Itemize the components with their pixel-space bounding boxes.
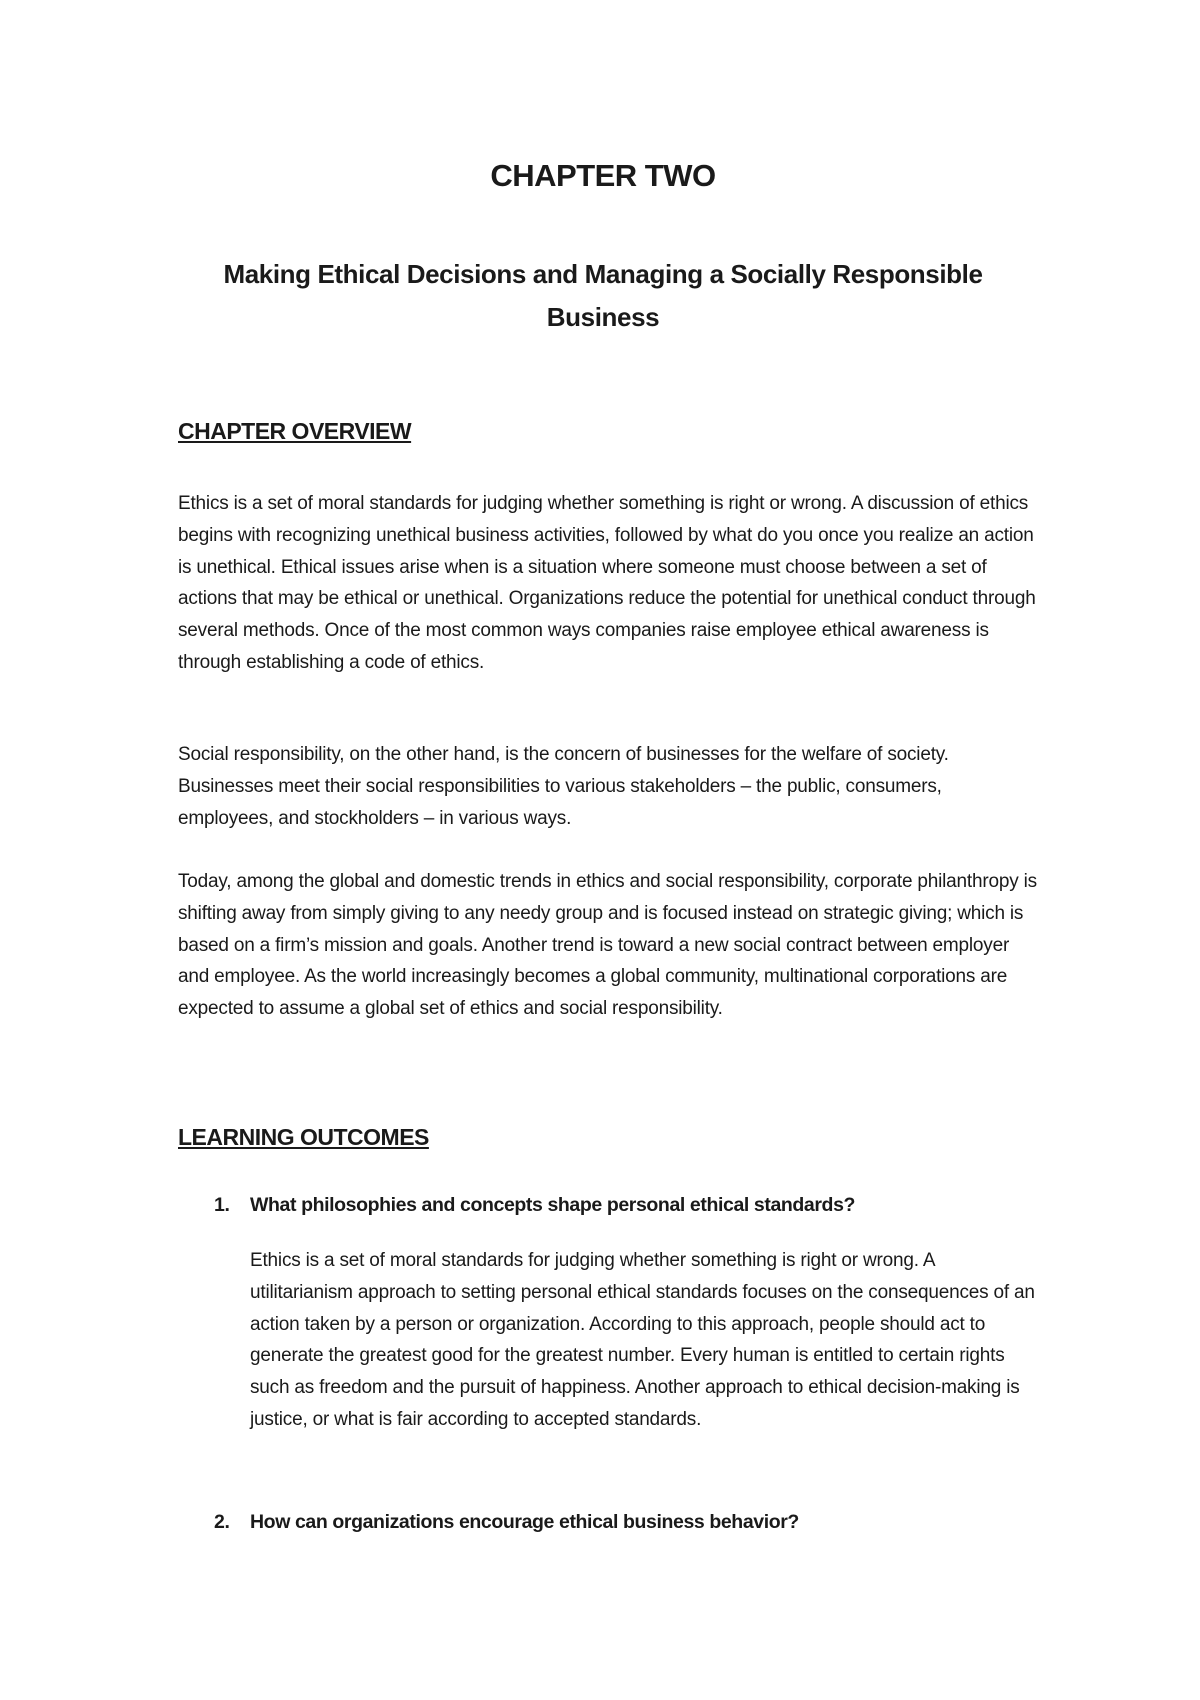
learning-outcome-question [214, 1511, 1038, 1534]
overview-heading: CHAPTER OVERVIEW [178, 418, 412, 444]
learning-outcome-question [214, 1194, 1038, 1217]
overview-paragraph: Social responsibility, on the other hand, is the concern of businesses for the welfare of society. Businesses meet their social responsibilities to various stakeholders – the public, consumers, employees, and stockholders – in various ways. [178, 744, 949, 829]
learning-outcome-number: 2. [214, 1511, 230, 1533]
learning-outcome-question-text: What philosophies and concepts shape personal ethical standards? [250, 1194, 856, 1216]
learning-outcome-item [214, 1511, 1038, 1534]
chapter-label: CHAPTER TWO [490, 158, 716, 193]
overview-paragraph: Ethics is a set of moral standards for judging whether something is right or wrong. A discussion of ethics begins with recognizing unethical business activities, followed by what do you once you realize an action is unethical. Ethical issues arise when is a situation where someone must choose between a set of actions that may be ethical or unethical. Organizations reduce the potential for unethical conduct through several methods. Once of the most common ways companies raise employee ethical awareness is through establishing a code of ethics. [178, 493, 1036, 673]
learning-outcome-question-text: How can organizations encourage ethical business behavior? [250, 1511, 799, 1533]
learning-outcome-answer: Ethics is a set of moral standards for judging whether something is right or wrong. A utilitarianism approach to setting personal ethical standards focuses on the consequences of an action taken by a person or organization. According to this approach, people should act to generate the greatest good for the greatest number. Every human is entitled to certain rights such as freedom and the pursuit of happiness. Another approach to ethical decision-making is justice, or what is fair according to accepted standards. [250, 1250, 1035, 1430]
overview-paragraph: Today, among the global and domestic trends in ethics and social responsibility, corporate philanthropy is shifting away from simply giving to any needy group and is focused instead on strategic giving; which is based on a firm’s mission and goals. Another trend is toward a new social contract between employer and employee. As the world increasingly becomes a global community, multinational corporations are expected to assume a global set of ethics and social responsibility. [178, 871, 1037, 1020]
learning-outcomes-heading: LEARNING OUTCOMES [178, 1124, 429, 1150]
chapter-title: Making Ethical Decisions and Managing a Socially Responsible Business [223, 259, 983, 332]
learning-outcome-number: 1. [214, 1194, 230, 1216]
learning-outcome-item [214, 1194, 1038, 1436]
